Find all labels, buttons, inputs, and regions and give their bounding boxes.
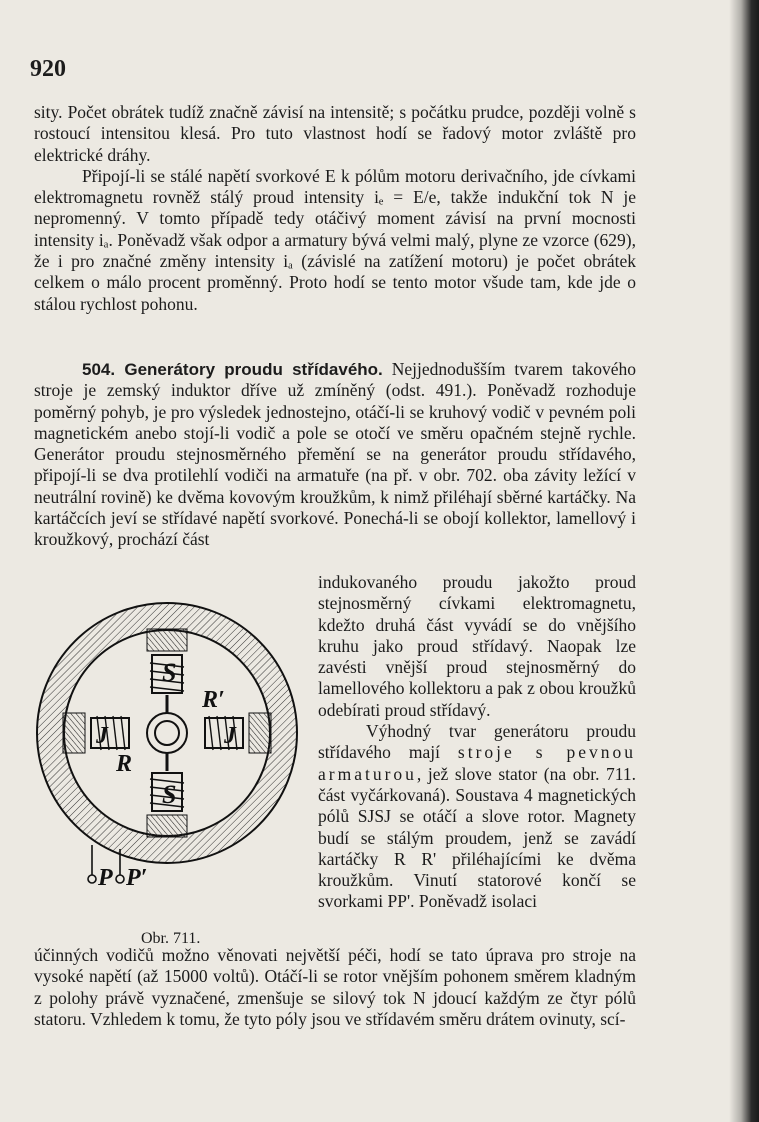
label-j-left: J (96, 723, 108, 749)
section-504 (34, 359, 636, 551)
label-r-prime: R′ (202, 687, 225, 713)
spaced-term: stroje s pevnou armaturou (318, 742, 636, 784)
label-p: P (98, 865, 113, 891)
generator-figure (34, 583, 304, 903)
paragraph-2: Připojí-li se stálé napětí svorkové E k pólům motoru derivačního, jde cívkami elektromagnetu rovněž stálý proud intensity iₑ = E/e, takže indukční tok N je nepromenný. V tomto případě tedy otáčivý moment závisí na první mocnosti intensity iₐ. Poněvadž však odpor a armatury bývá velmi malý, plyne ze vzorce (629), že i pro značné změny intensity iₐ (závislé na zatížení motoru) je počet obrátek celkem o málo procent proměnný. Proto hodí se tento motor všude tam, kde jde o stálou rychlost pohonu. (34, 165, 636, 314)
section-heading: 504. Generátory proudu střídavého. (82, 360, 383, 379)
bottom-paragraph: účinných vodičů možno věnovati největší péči, hodí se tato úprava pro stroje na vysoké napětí (až 15000 voltů). Otáčí-li se rotor vnějším pohonem směrem kladným z polohy právě vyznačené, zmenšuje se silový tok N jdoucí každým ze čtyr pólů statoru. Vzhledem k tomu, že tyto póly jsou ve střídavém směru drátem ovinuty, scí- (34, 945, 636, 1029)
right-paragraph (318, 721, 636, 913)
label-j-right: J (224, 723, 236, 749)
label-s-bottom: S (162, 780, 177, 809)
label-s-top: S (162, 658, 177, 687)
book-spine-shadow (729, 0, 759, 1122)
right-column-text (318, 572, 636, 913)
label-p-prime: P′ (126, 865, 148, 891)
right-para-before: Výhodný tvar generátoru proudu střídavého mají (318, 721, 636, 763)
section-text: Nejjednodušším tvarem takového stroje je zemský induktor dříve už zmíněný (odst. 491.). Poněvadž rozhoduje poměrný pohyb, je pro výsledek jednostejno, otáčí-li se kruhový vodič v pevném poli magnetickém anebo stojí-li vodič a pole se otočí ve směru opačném stejně rychle. Generátor proudu stejnosměrného přemění se na generátor proudu střídavého, připojí-li se dva protilehlí vodiči na armatuře (na př. v obr. 702. oba závity ležící v neutrální rovině) ke dvěma kovovým kroužkům, k nimž přiléhají sběrné kartáčky. Na kartáčcích jeví se střídavé napětí svorkové. Ponechá-li se obojí kollektor, lamellový i kroužkový, prochází část (34, 359, 636, 550)
paragraph-1: sity. Počet obrátek tudíž značně závisí na intensitě; s počátku prudce, později volně s rostoucí intensitou klesá. Pro tuto vlastnost hodí se řadový motor zvláště pro elektrické dráhy. (34, 102, 636, 165)
bottom-text-block (34, 945, 636, 1030)
figure-caption: Obr. 711. (141, 930, 201, 947)
top-text-block (34, 102, 636, 315)
right-para-after: , jež slove stator (na obr. 711. část vyčárkovaná). Soustava 4 magnetických pólů SJSJ se otáčí a slove rotor. Magnety budí se stálým proudem, jenž se zavádí kartáčky R R' přiléhajícími ke dvěma kroužkům. Vinutí statorové končí se svorkami PP'. Poněvadž isolaci (318, 763, 636, 912)
right-continuation: indukovaného proudu jakožto proud stejnosměrný cívkami elektromagnetu, kdežto druhá část vyvádí se do vnějšího kruhu jako proud střídavý. Naopak lze zavésti vnější proud stejnosměrný do lamellového kollektoru a pak z obou kroužků odebírati proud střídavý. (318, 572, 636, 720)
label-r: R (116, 751, 133, 777)
page-number: 920 (30, 56, 66, 82)
